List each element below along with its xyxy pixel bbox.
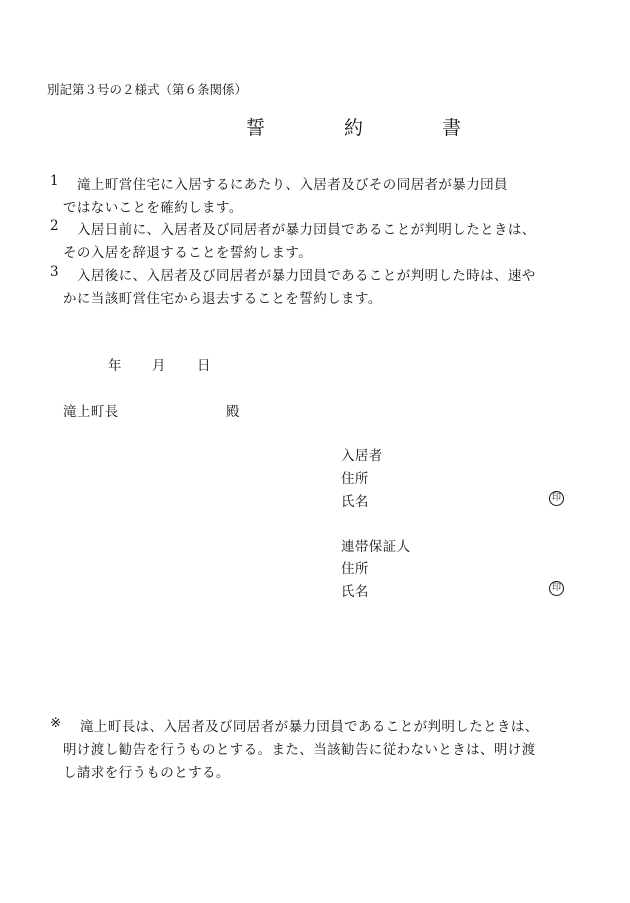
date-month: 月 [152, 358, 166, 374]
resident-seal-mark: 印 [549, 491, 564, 506]
clause-1-line-2: ではないことを確約します。 [63, 200, 243, 216]
clause-1-line-1: 滝上町営住宅に入居するにあたり、入居者及びその同居者が暴力団員 [77, 177, 508, 193]
resident-heading: 入居者 [341, 448, 383, 464]
guarantor-seal-mark: 印 [549, 581, 564, 596]
clause-2-number: 2 [50, 218, 59, 234]
clause-3-number: 3 [50, 264, 59, 280]
clause-2-line-2: その入居を辞退することを誓約します。 [63, 245, 313, 261]
clause-3-line-2: かに当該町営住宅から退去することを誓約します。 [63, 291, 382, 307]
document-title: 誓 約 書 [246, 117, 492, 139]
date-year: 年 [108, 358, 122, 374]
resident-address-label: 住所 [341, 471, 369, 487]
resident-name-label: 氏名 [341, 494, 369, 510]
clause-3-line-1: 入居後に、入居者及び同居者が暴力団員であることが判明した時は、速や [77, 268, 536, 284]
guarantor-heading: 連帯保証人 [341, 539, 411, 555]
date-day: 日 [197, 358, 211, 374]
note-mark: ※ [50, 715, 62, 731]
guarantor-name-label: 氏名 [341, 584, 369, 600]
clause-2-line-1: 入居日前に、入居者及び同居者が暴力団員であることが判明したときは、 [77, 222, 536, 238]
form-reference: 別記第３号の２様式（第６条関係） [47, 82, 248, 97]
clause-1-number: 1 [50, 173, 59, 189]
guarantor-address-label: 住所 [341, 561, 369, 577]
addressee-name: 滝上町長 [63, 404, 119, 420]
note-line-1: 滝上町長は、入居者及び同居者が暴力団員であることが判明したときは、 [80, 719, 539, 735]
note-line-2: 明け渡し勧告を行うものとする。また、当該勧告に従わないときは、明け渡 [63, 742, 536, 758]
note-line-3: し請求を行うものとする。 [63, 765, 230, 781]
addressee-honorific: 殿 [226, 404, 240, 420]
